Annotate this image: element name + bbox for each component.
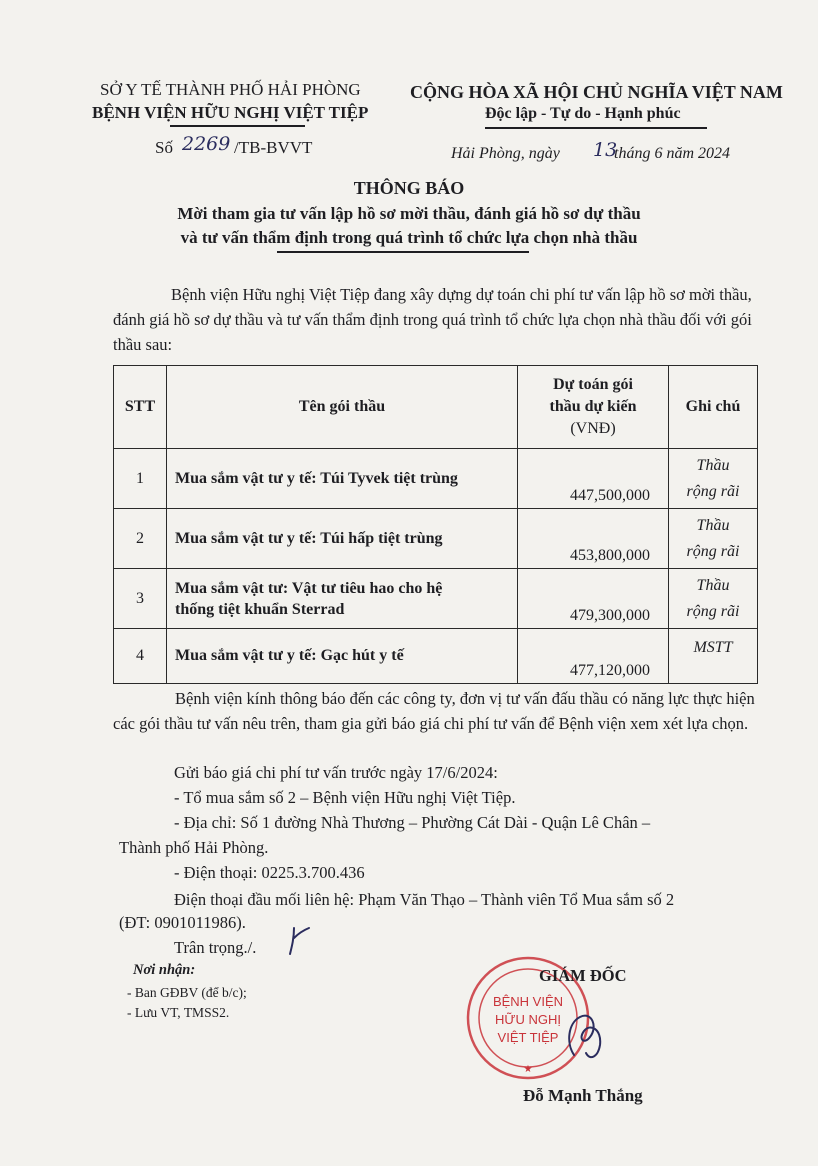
row-stt: 3 [114,569,167,629]
row-note-l1: Thầu [696,456,730,474]
contact-group-line: - Tổ mua sắm số 2 – Bệnh viện Hữu nghị Việt Tiệp. [174,788,516,807]
col-estimate-unit: (VNĐ) [570,420,616,437]
package-table [113,365,758,684]
row-note-l2: rộng rãi [686,542,740,560]
seal-line2: HỮU NGHỊ [495,1012,561,1027]
contact-person-line1: Điện thoại đầu mối liên hệ: Phạm Văn Thạo – Thành viên Tổ Mua sắm số 2 [174,890,675,909]
address-line1: - Địa chỉ: Số 1 đường Nhà Thương – Phường Cát Dài - Quận Lê Chân – [174,813,651,832]
col-stt: STT [114,366,167,449]
row-value: 477,120,000 [518,629,669,684]
doc-subtitle-line2: và tư vấn thẩm định trong quá trình tổ chức lựa chọn nhà thầu [180,228,638,247]
seal-line1: BỆNH VIỆN [492,994,564,1009]
contact-person-line2: (ĐT: 0901011986). [119,913,246,932]
hospital-name: BỆNH VIỆN HỮU NGHỊ VIỆT TIỆP [92,103,369,122]
row-note-l2: rộng rãi [686,482,740,500]
table-row [114,629,758,684]
table-header-row [114,366,758,449]
signer-title: GIÁM ĐỐC [539,966,627,985]
deadline-line: Gửi báo giá chi phí tư vấn trước ngày 17/6/2024: [174,763,498,782]
intro-paragraph: Bệnh viện Hữu nghị Việt Tiệp đang xây dựng dự toán chi phí tư vấn lập hồ sơ mời thầu, đánh giá hồ sơ dự thầu và tư vấn thẩm định trong quá trình tổ chức lựa chọn nhà thầu đối với gói thầu sau: [113,285,752,354]
col-note: Ghi chú [669,366,758,449]
recipients-title: Nơi nhận: [133,962,196,978]
doc-title: THÔNG BÁO [353,178,465,198]
row-stt: 2 [114,509,167,569]
recipient-item: - Lưu VT, TMSS2. [127,1005,230,1020]
table-row [114,509,758,569]
row-value: 447,500,000 [518,449,669,509]
table-row [114,569,758,629]
row-name: Mua sắm vật tư y tế: Gạc hút y tế [167,629,518,684]
hospital-name-underline [170,125,305,127]
col-name: Tên gói thầu [167,366,518,449]
row-name: Mua sắm vật tư y tế: Túi hấp tiệt trùng [167,509,518,569]
invitation-paragraph: Bệnh viện kính thông báo đến các công ty, đơn vị tư vấn đấu thầu có năng lực thực hiện các gói thầu tư vấn nêu trên, tham gia gửi báo giá chi phí tư vấn để Bệnh viện xem xét lựa chọn. [113,689,755,733]
row-value: 453,800,000 [518,509,669,569]
date-prefix: Hải Phòng, ngày [451,145,560,162]
row-stt: 4 [114,629,167,684]
row-stt: 1 [114,449,167,509]
row-name-l1: Mua sắm vật tư: Vật tư tiêu hao cho hệ [175,579,443,597]
doc-subtitle-line1: Mời tham gia tư vấn lập hồ sơ mời thầu, đánh giá hồ sơ dự thầu [177,204,641,223]
col-estimate [518,366,669,449]
row-note-l1: Thầu [696,576,730,594]
row-note [669,449,758,509]
doc-number-suffix: /TB-BVVT [234,138,313,157]
agency-name: SỞ Y TẾ THÀNH PHỐ HẢI PHÒNG [100,80,361,99]
subtitle-underline [277,251,529,253]
closing-line: Trân trọng./. [174,938,257,957]
signature-icon [560,1005,610,1065]
doc-number-prefix: Số [155,138,173,157]
svg-text:★: ★ [523,1064,533,1075]
recipient-item: - Ban GĐBV (để b/c); [127,985,247,1000]
date-suffix: tháng 6 năm 2024 [614,145,730,162]
address-line2: Thành phố Hải Phòng. [119,838,269,857]
row-note-l1: Thầu [696,516,730,534]
col-estimate-l1: Dự toán gói [553,376,633,393]
row-name: Mua sắm vật tư y tế: Túi Tyvek tiệt trùng [167,449,518,509]
phone-line: - Điện thoại: 0225.3.700.436 [174,863,365,882]
initial-mark-icon [282,924,312,958]
national-motto-underline [485,127,707,129]
national-title: CỘNG HÒA XÃ HỘI CHỦ NGHĨA VIỆT NAM [410,82,783,102]
signer-name: Đỗ Mạnh Thắng [523,1086,643,1105]
national-motto: Độc lập - Tự do - Hạnh phúc [485,105,681,122]
col-estimate-l2: thầu dự kiến [549,398,637,415]
row-note [669,569,758,629]
seal-line3: VIỆT TIỆP [497,1030,559,1045]
row-name-l2: thống tiệt khuẩn Sterrad [175,600,345,618]
row-note [669,509,758,569]
doc-number-handwritten: 2269 [182,133,231,155]
row-name [167,569,518,629]
row-note: MSTT [669,629,758,684]
row-note-l2: rộng rãi [686,602,740,620]
table-row [114,449,758,509]
date-day-handwritten: 13 [593,139,618,161]
row-value: 479,300,000 [518,569,669,629]
